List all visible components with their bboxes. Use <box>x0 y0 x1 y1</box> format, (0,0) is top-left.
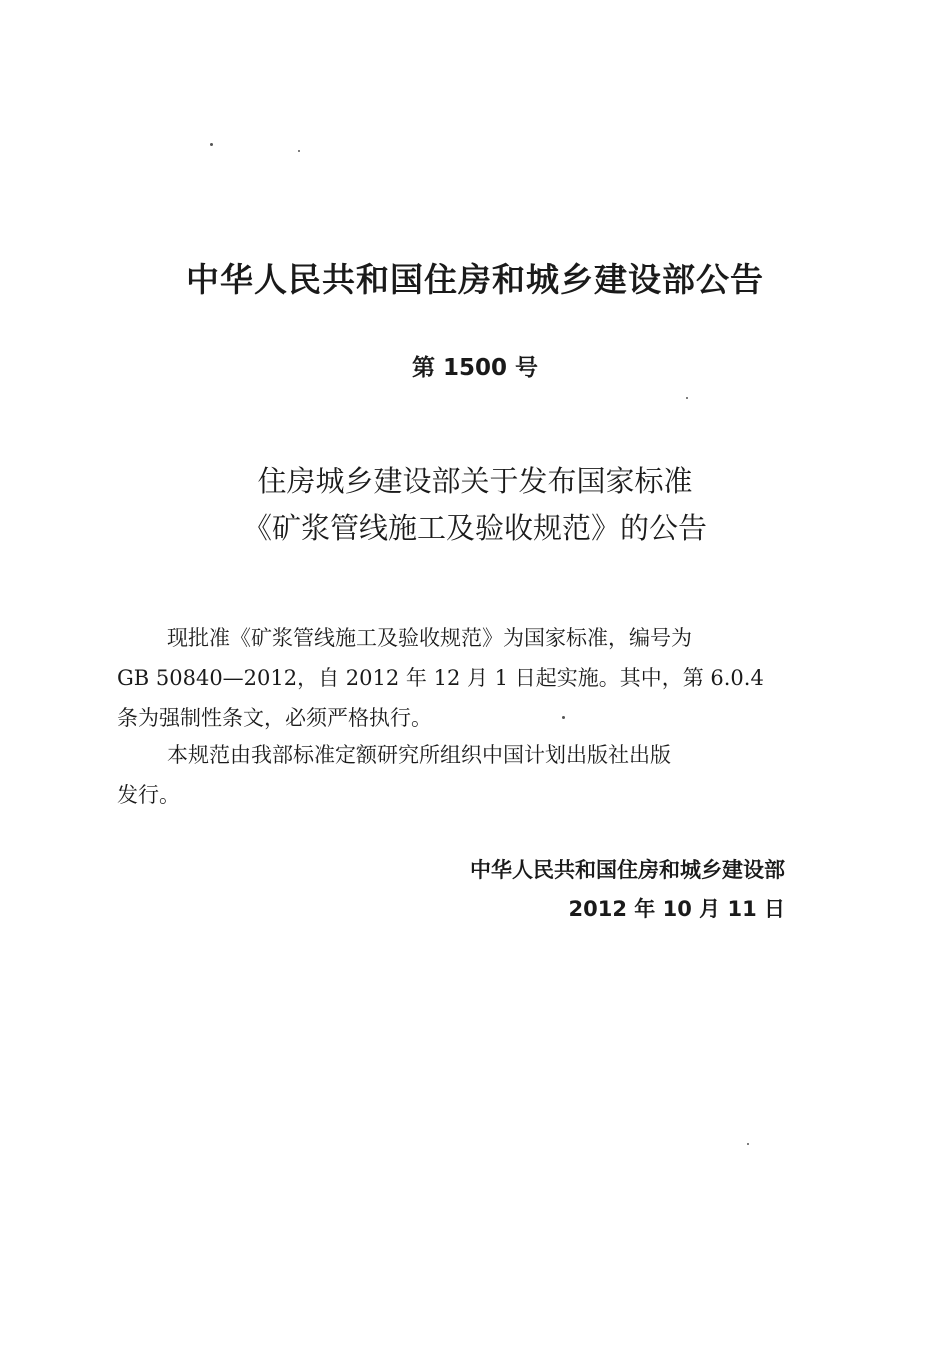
scan-speck <box>210 143 213 146</box>
body-line: 条为强制性条文，必须严格执行。 <box>117 706 432 730</box>
signature-organization: 中华人民共和国住房和城乡建设部 <box>470 858 785 882</box>
announcement-heading: 中华人民共和国住房和城乡建设部公告 <box>186 260 764 299</box>
announcement-number: 第 1500 号 <box>411 355 539 381</box>
body-text: 本规范由我部标准定额研究所组织中国计划出版社出版 <box>167 743 671 767</box>
body-line <box>117 735 837 775</box>
body-text: 现批准《矿浆管线施工及验收规范》为国家标准，编号为 <box>167 626 692 650</box>
announcement-subtitle-line1: 住房城乡建设部关于发布国家标准 <box>257 464 693 498</box>
scan-speck <box>747 1143 749 1145</box>
announcement-subtitle-line2: 《矿浆管线施工及验收规范》的公告 <box>242 511 707 545</box>
body-line <box>117 618 837 658</box>
scan-speck <box>686 397 688 399</box>
body-paragraph-approval <box>117 618 837 738</box>
body-paragraph-publication <box>117 735 837 815</box>
body-line: 发行。 <box>117 783 180 807</box>
signature-date: 2012 年 10 月 11 日 <box>568 897 785 921</box>
scan-speck <box>298 150 300 152</box>
body-line: GB 50840—2012，自 2012 年 12 月 1 日起实施。其中，第 6.0.4 <box>117 666 764 690</box>
